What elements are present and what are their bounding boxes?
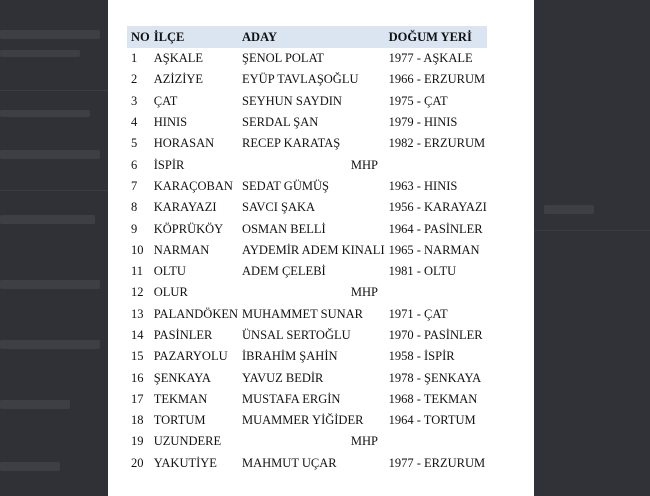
cell-ilce: ÇAT (153, 93, 178, 108)
cell-no: 10 (131, 242, 144, 257)
cell-no: 17 (131, 391, 144, 406)
cell-no: 13 (131, 306, 144, 321)
candidates-table (127, 26, 487, 474)
cell-ilce: PALANDÖKEN (153, 306, 239, 321)
cell-dogum-yeri: 1970 - PASİNLER (388, 328, 483, 342)
cell-aday: OSMAN BELLİ (242, 221, 326, 236)
cell-ilce: HINIS (153, 115, 188, 130)
table-row (127, 218, 487, 239)
cell-aday: EYÜP TAVLAŞOĞLU (242, 72, 359, 87)
cell-dogum-yeri: 1981 - OLTU (388, 264, 457, 279)
cell-ilce: TORTUM (153, 413, 206, 428)
cell-no: 6 (131, 157, 138, 172)
table-row (127, 154, 487, 175)
table-row (127, 389, 487, 410)
cell-ilce: AŞKALE (153, 51, 204, 66)
cell-aday: ADEM ÇELEBİ (242, 264, 326, 279)
table-row (127, 431, 487, 452)
cell-ilce: ŞENKAYA (153, 370, 211, 385)
cell-ilce: PASİNLER (153, 328, 213, 342)
cell-dogum-yeri: 1982 - ERZURUM (388, 136, 486, 151)
cell-no: 4 (131, 115, 138, 130)
cell-dogum-yeri: 1966 - ERZURUM (388, 72, 486, 87)
cell-aday: MUHAMMET SUNAR (242, 306, 363, 321)
cell-ilce: KARAYAZI (153, 200, 217, 215)
cell-ilce: YAKUTİYE (153, 455, 217, 470)
table-row (127, 133, 487, 154)
cell-party: MHP (350, 157, 378, 172)
cell-dogum-yeri: 1964 - PASİNLER (388, 221, 483, 236)
cell-no: 1 (131, 51, 138, 66)
header-no: NO (127, 26, 150, 48)
cell-ilce: AZİZİYE (153, 72, 204, 87)
cell-aday: SERDAL ŞAN (242, 115, 319, 130)
cell-aday: YAVUZ BEDİR (242, 370, 324, 385)
table-row (127, 346, 487, 367)
cell-no: 3 (131, 93, 138, 108)
cell-aday: RECEP KARATAŞ (242, 136, 341, 151)
cell-ilce: OLUR (153, 285, 188, 300)
cell-aday: ŞENOL POLAT (242, 51, 324, 66)
cell-dogum-yeri: 1964 - TORTUM (388, 413, 476, 428)
cell-dogum-yeri: 1979 - HINIS (388, 115, 458, 130)
table-row (127, 325, 487, 346)
cell-dogum-yeri: 1968 - TEKMAN (388, 391, 478, 406)
cell-no: 9 (131, 221, 138, 236)
table-row (127, 197, 487, 218)
cell-ilce: TEKMAN (153, 391, 208, 406)
cell-aday: MUAMMER YİĞİDER (242, 413, 364, 428)
cell-aday: MUSTAFA ERGİN (242, 391, 341, 406)
cell-aday: SEDAT GÜMÜŞ (242, 178, 329, 193)
document-image (108, 0, 534, 496)
cell-no: 11 (131, 264, 144, 279)
table-row (127, 453, 487, 474)
table-row (127, 261, 487, 282)
header-aday: ADAY (238, 26, 385, 48)
cell-no: 15 (131, 349, 144, 364)
table-row (127, 410, 487, 431)
cell-no: 16 (131, 370, 144, 385)
table-row (127, 304, 487, 325)
cell-ilce: KÖPRÜKÖY (153, 221, 224, 236)
cell-aday: ÜNSAL SERTOĞLU (242, 328, 351, 342)
cell-dogum-yeri: 1965 - NARMAN (388, 242, 480, 257)
cell-ilce: UZUNDERE (153, 434, 222, 449)
header-dogum-yeri: DOĞUM YERİ (385, 26, 487, 48)
table-row (127, 240, 487, 261)
cell-ilce: PAZARYOLU (153, 349, 228, 364)
cell-aday: SAVCI ŞAKA (242, 200, 316, 215)
table-row (127, 69, 487, 90)
table-row (127, 91, 487, 112)
cell-no: 8 (131, 200, 138, 215)
cell-dogum-yeri: 1956 - KARAYAZI (388, 200, 487, 215)
cell-no: 5 (131, 136, 138, 151)
header-ilce: İLÇE (150, 26, 238, 48)
cell-dogum-yeri: 1963 - HINIS (388, 178, 458, 193)
cell-dogum-yeri: 1971 - ÇAT (388, 306, 448, 321)
cell-party: MHP (350, 285, 378, 300)
cell-no: 14 (131, 328, 144, 342)
cell-ilce: İSPİR (153, 157, 185, 172)
cell-party: MHP (350, 434, 378, 449)
cell-ilce: HORASAN (153, 136, 215, 151)
cell-dogum-yeri: 1958 - İSPİR (388, 349, 455, 364)
cell-ilce: NARMAN (153, 242, 210, 257)
cell-dogum-yeri: 1977 - ERZURUM (388, 455, 486, 470)
cell-dogum-yeri: 1977 - AŞKALE (388, 51, 473, 66)
cell-aday: SEYHUN SAYDIN (242, 93, 342, 108)
cell-no: 20 (131, 455, 144, 470)
cell-aday: İBRAHİM ŞAHİN (242, 349, 338, 364)
table-row (127, 48, 487, 69)
cell-no: 2 (131, 72, 138, 87)
cell-aday: MAHMUT UÇAR (242, 455, 337, 470)
cell-no: 19 (131, 434, 144, 449)
cell-aday: AYDEMİR ADEM KINALI (242, 242, 385, 257)
cell-ilce: OLTU (153, 264, 186, 279)
table-row (127, 282, 487, 303)
cell-dogum-yeri: 1975 - ÇAT (388, 93, 448, 108)
table-row (127, 367, 487, 388)
cell-no: 12 (131, 285, 144, 300)
cell-dogum-yeri: 1978 - ŞENKAYA (388, 370, 482, 385)
cell-ilce: KARAÇOBAN (153, 178, 233, 193)
cell-no: 18 (131, 413, 144, 428)
table-row (127, 176, 487, 197)
table-row (127, 112, 487, 133)
table-header-row (127, 26, 487, 48)
cell-no: 7 (131, 178, 138, 193)
